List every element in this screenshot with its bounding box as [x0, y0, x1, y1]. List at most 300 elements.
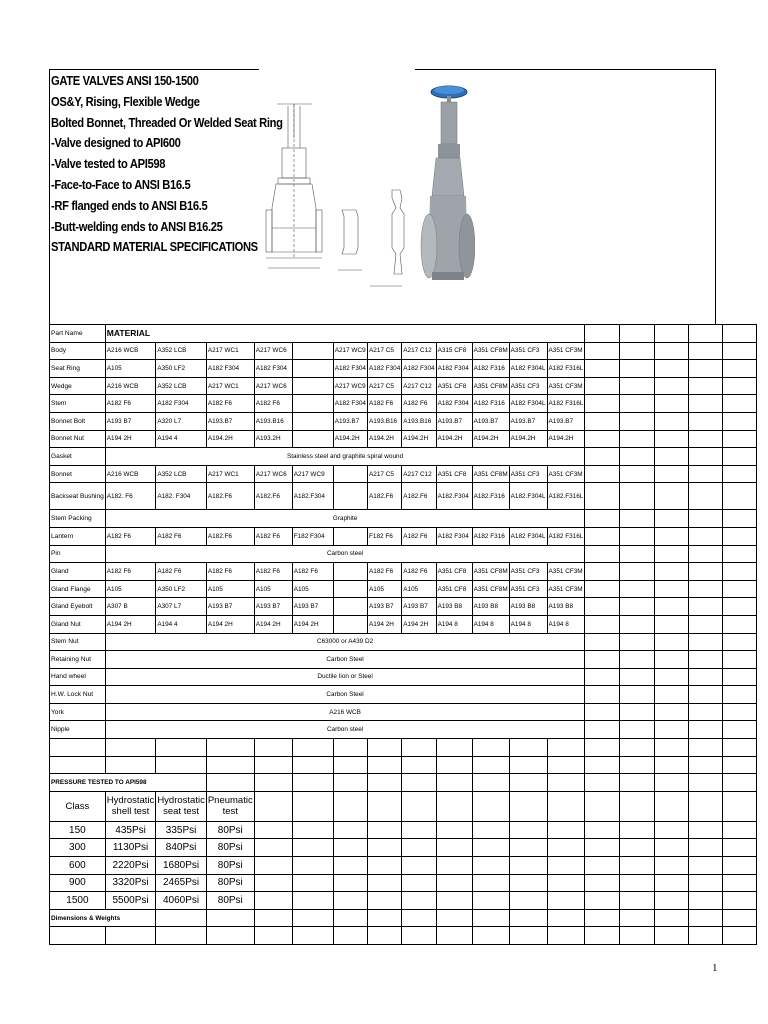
material-cell: A193.B7 [436, 412, 472, 430]
material-cell: A193.B16 [254, 412, 292, 430]
empty-cell [547, 892, 585, 910]
empty-cell [689, 927, 723, 945]
pressure-value-cell: 150 [50, 821, 106, 839]
empty-cell [509, 791, 547, 821]
material-cell: A193.B7 [547, 412, 585, 430]
material-cell: A182 F304 [333, 395, 367, 413]
title-block [51, 71, 281, 258]
empty-cell [206, 739, 254, 757]
pressure-value-cell: 1680Psi [156, 857, 207, 875]
empty-cell [689, 563, 723, 581]
empty-cell [655, 360, 689, 378]
empty-cell [254, 839, 292, 857]
title-line: -Butt-welding ends to ANSI B16.25 [51, 218, 223, 234]
title-line: Bolted Bonnet, Threaded Or Welded Seat Ring [51, 114, 283, 130]
material-cell: A194 8 [547, 615, 585, 633]
material-cell: A193 B7 [105, 412, 156, 430]
pressure-value-cell: 80Psi [206, 839, 254, 857]
material-cell: A182 F316 [472, 360, 509, 378]
material-cell: A182 F304 [436, 360, 472, 378]
table-row [50, 668, 757, 686]
material-cell: A105 [368, 580, 402, 598]
material-cell: A194.2H [547, 430, 585, 448]
material-cell: A217 WC6 [254, 465, 292, 483]
empty-cell [689, 892, 723, 910]
empty-cell [472, 791, 509, 821]
title-line: -Face-to-Face to ANSI B16.5 [51, 176, 191, 192]
empty-cell [585, 892, 620, 910]
table-row [50, 430, 757, 448]
pressure-header-cell: Class [50, 791, 106, 821]
empty-cell [585, 927, 620, 945]
empty-cell [436, 774, 472, 792]
empty-cell [655, 686, 689, 704]
empty-cell [723, 580, 757, 598]
material-cell: A182 F316L [547, 360, 585, 378]
empty-cell [723, 721, 757, 739]
part-name-cell: Backseat Bushing [50, 483, 106, 510]
empty-cell [333, 756, 367, 774]
empty-cell [585, 839, 620, 857]
empty-cell [472, 892, 509, 910]
empty-cell [655, 448, 689, 466]
empty-cell [620, 510, 655, 528]
material-cell: A182 F304L [509, 395, 547, 413]
material-cell: A351 CF8M [472, 377, 509, 395]
material-cell: A194.2H [509, 430, 547, 448]
empty-cell [472, 821, 509, 839]
empty-cell [402, 791, 436, 821]
empty-cell [254, 821, 292, 839]
material-cell: A193 B7 [402, 598, 436, 616]
empty-cell [585, 791, 620, 821]
empty-cell [723, 465, 757, 483]
material-cell: A193 B8 [547, 598, 585, 616]
empty-cell [689, 721, 723, 739]
material-cell: A182 F6 [156, 527, 207, 545]
empty-cell [333, 909, 367, 927]
empty-cell [620, 580, 655, 598]
empty-cell [585, 430, 620, 448]
empty-cell [620, 839, 655, 857]
empty-cell [436, 791, 472, 821]
empty-cell [368, 774, 402, 792]
empty-cell [585, 874, 620, 892]
part-name-cell: Bonnet [50, 465, 106, 483]
empty-cell [723, 874, 757, 892]
material-cell: A194.2H [333, 430, 367, 448]
empty-cell [620, 377, 655, 395]
empty-cell [156, 927, 207, 945]
empty-cell [402, 756, 436, 774]
material-cell: A194.2H [368, 430, 402, 448]
empty-cell [292, 839, 333, 857]
title-line: -Valve designed to API600 [51, 135, 181, 151]
empty-cell [472, 927, 509, 945]
material-cell: A105 [402, 580, 436, 598]
part-name-cell: Wedge [50, 377, 106, 395]
empty-cell [620, 721, 655, 739]
material-cell: A193.B16 [402, 412, 436, 430]
material-cell: A351 CF8 [436, 465, 472, 483]
table-row [50, 598, 757, 616]
part-name-cell: Gland Eyebolt [50, 598, 106, 616]
material-cell: F182 F6 [368, 527, 402, 545]
pressure-table-title: PRESSURE TESTED TO API598 [50, 774, 207, 792]
material-specification-table [49, 324, 757, 945]
dimensions-weights-label: Dimensions & Weights [50, 909, 156, 927]
gate-valve-photo [420, 76, 475, 306]
material-cell: A352 LCB [156, 465, 207, 483]
material-cell: A182.F6 [402, 483, 436, 510]
empty-cell [723, 563, 757, 581]
empty-cell [655, 791, 689, 821]
empty-cell [655, 668, 689, 686]
part-name-cell: Gland [50, 563, 106, 581]
empty-cell [655, 580, 689, 598]
empty-cell [655, 839, 689, 857]
material-cell: A105 [292, 580, 333, 598]
empty-cell [368, 821, 402, 839]
empty-cell [292, 857, 333, 875]
empty-cell [723, 739, 757, 757]
blank-row [50, 756, 757, 774]
empty-cell [689, 483, 723, 510]
empty-cell [292, 821, 333, 839]
empty-cell [333, 927, 367, 945]
empty-cell [333, 598, 367, 616]
empty-cell [689, 598, 723, 616]
pressure-value-cell: 80Psi [206, 821, 254, 839]
empty-cell [547, 857, 585, 875]
material-cell: A182 F304 [156, 395, 207, 413]
empty-cell [689, 857, 723, 875]
empty-cell [402, 839, 436, 857]
empty-cell [585, 598, 620, 616]
empty-cell [723, 686, 757, 704]
material-cell: A217 C5 [368, 377, 402, 395]
empty-cell [368, 909, 402, 927]
material-cell: A193 B8 [509, 598, 547, 616]
empty-cell [436, 874, 472, 892]
empty-cell [50, 739, 106, 757]
empty-cell [547, 739, 585, 757]
empty-cell [655, 739, 689, 757]
empty-cell [368, 874, 402, 892]
empty-cell [620, 483, 655, 510]
material-cell: A194.2H [206, 430, 254, 448]
material-cell: A182 F6 [206, 563, 254, 581]
empty-cell [655, 342, 689, 360]
empty-cell [206, 909, 254, 927]
material-cell: A182 F304 [436, 395, 472, 413]
empty-cell [402, 874, 436, 892]
material-cell: A351 CF3 [509, 377, 547, 395]
material-cell: A217 WC6 [254, 377, 292, 395]
empty-cell [723, 377, 757, 395]
empty-cell [689, 527, 723, 545]
empty-cell [509, 774, 547, 792]
material-cell: A193 B7 [254, 598, 292, 616]
pressure-value-cell: 2465Psi [156, 874, 207, 892]
empty-cell [620, 325, 655, 343]
material-cell: A217 C5 [368, 465, 402, 483]
empty-cell [547, 839, 585, 857]
empty-cell [254, 874, 292, 892]
empty-cell [689, 377, 723, 395]
table-row [50, 651, 757, 669]
material-cell: A351 CF8 [436, 563, 472, 581]
empty-cell [547, 756, 585, 774]
table-row [50, 580, 757, 598]
empty-cell [723, 892, 757, 910]
table-row [50, 360, 757, 378]
empty-cell [585, 527, 620, 545]
empty-cell [585, 721, 620, 739]
empty-cell [509, 821, 547, 839]
empty-cell [436, 857, 472, 875]
empty-cell [585, 615, 620, 633]
empty-cell [620, 598, 655, 616]
empty-cell [723, 668, 757, 686]
pressure-row [50, 874, 757, 892]
material-cell: A182 F6 [105, 527, 156, 545]
empty-cell [472, 874, 509, 892]
empty-cell [292, 395, 333, 413]
empty-cell [156, 756, 207, 774]
material-cell: A350 LF2 [156, 360, 207, 378]
material-cell: A194 2H [254, 615, 292, 633]
material-cell: A351 CF3M [547, 342, 585, 360]
empty-cell [585, 651, 620, 669]
material-cell: A194.2H [472, 430, 509, 448]
empty-cell [547, 791, 585, 821]
empty-cell [723, 527, 757, 545]
empty-cell [655, 377, 689, 395]
material-cell: A351 CF3 [509, 563, 547, 581]
material-cell: A193.B7 [333, 412, 367, 430]
empty-cell [620, 465, 655, 483]
material-cell: A351 CF3 [509, 465, 547, 483]
empty-cell [689, 668, 723, 686]
empty-cell [655, 545, 689, 563]
empty-cell [402, 927, 436, 945]
empty-cell [472, 774, 509, 792]
empty-cell [655, 857, 689, 875]
empty-cell [368, 839, 402, 857]
material-cell: A182 F6 [105, 395, 156, 413]
table-row [50, 377, 757, 395]
material-cell: A217 C12 [402, 465, 436, 483]
empty-cell [689, 465, 723, 483]
material-cell: A351 CF8M [472, 342, 509, 360]
table-row [50, 342, 757, 360]
pressure-row [50, 839, 757, 857]
empty-cell [689, 651, 723, 669]
empty-cell [472, 739, 509, 757]
material-cell: A182.F6 [368, 483, 402, 510]
table-row [50, 510, 757, 528]
material-cell: A194 8 [436, 615, 472, 633]
empty-cell [689, 580, 723, 598]
material-cell: A351 CF3M [547, 563, 585, 581]
title-line: -RF flanged ends to ANSI B16.5 [51, 197, 208, 213]
empty-cell [585, 909, 620, 927]
empty-cell [292, 874, 333, 892]
material-cell: A194 2H [105, 615, 156, 633]
empty-cell [333, 774, 367, 792]
empty-cell [620, 633, 655, 651]
empty-cell [292, 892, 333, 910]
part-name-cell: Seat Ring [50, 360, 106, 378]
empty-cell [620, 563, 655, 581]
empty-cell [723, 598, 757, 616]
material-cell: A182. F6 [105, 483, 156, 510]
pressure-value-cell: 80Psi [206, 857, 254, 875]
empty-cell [689, 686, 723, 704]
material-cell: A217 WC9 [292, 465, 333, 483]
empty-cell [723, 545, 757, 563]
material-cell: A217 C12 [402, 342, 436, 360]
empty-cell [585, 448, 620, 466]
empty-cell [50, 756, 106, 774]
empty-cell [723, 909, 757, 927]
empty-cell [156, 739, 207, 757]
material-cell: A351 CF8M [472, 563, 509, 581]
empty-cell [292, 342, 333, 360]
material-cell: A182 F304L [509, 527, 547, 545]
empty-cell [547, 874, 585, 892]
empty-cell [655, 721, 689, 739]
empty-cell [472, 909, 509, 927]
material-span-cell: Carbon steel [105, 545, 585, 563]
material-cell: A307 B [105, 598, 156, 616]
table-row [50, 483, 757, 510]
material-cell: A217 C5 [368, 342, 402, 360]
empty-cell [689, 756, 723, 774]
table-row [50, 448, 757, 466]
empty-cell [402, 774, 436, 792]
material-cell: A315 CF8 [436, 342, 472, 360]
empty-cell [585, 395, 620, 413]
empty-cell [292, 774, 333, 792]
empty-cell [436, 821, 472, 839]
empty-cell [254, 739, 292, 757]
empty-cell [689, 342, 723, 360]
material-cell: A194.2H [436, 430, 472, 448]
empty-cell [368, 756, 402, 774]
empty-cell [723, 821, 757, 839]
empty-cell [292, 909, 333, 927]
empty-cell [585, 360, 620, 378]
empty-cell [402, 821, 436, 839]
part-name-cell: Gasket [50, 448, 106, 466]
table-row [50, 563, 757, 581]
empty-cell [436, 909, 472, 927]
empty-cell [620, 892, 655, 910]
material-cell: A182 F304 [368, 360, 402, 378]
empty-cell [105, 739, 156, 757]
table-row [50, 395, 757, 413]
empty-cell [436, 892, 472, 910]
empty-cell [655, 703, 689, 721]
empty-cell [723, 412, 757, 430]
title-line: -Valve tested to API598 [51, 156, 166, 172]
material-cell: A182 F316L [547, 395, 585, 413]
dimensions-row [50, 909, 757, 927]
empty-cell [655, 651, 689, 669]
empty-cell [620, 756, 655, 774]
material-cell: A182 F6 [156, 563, 207, 581]
empty-cell [333, 465, 367, 483]
empty-cell [547, 909, 585, 927]
material-cell: A194 2H [292, 615, 333, 633]
table-row [50, 527, 757, 545]
empty-cell [655, 909, 689, 927]
part-name-cell: Gland Nut [50, 615, 106, 633]
material-cell: A182 F304 [402, 360, 436, 378]
material-cell: A193.B7 [509, 412, 547, 430]
empty-cell [723, 857, 757, 875]
pressure-value-cell: 80Psi [206, 892, 254, 910]
empty-cell [689, 774, 723, 792]
material-cell: A105 [254, 580, 292, 598]
empty-cell [585, 821, 620, 839]
empty-cell [585, 686, 620, 704]
material-cell: A351 CF8 [436, 377, 472, 395]
empty-cell [585, 412, 620, 430]
blank-row [50, 927, 757, 945]
part-name-cell: Stem [50, 395, 106, 413]
pressure-value-cell: 300 [50, 839, 106, 857]
empty-cell [723, 703, 757, 721]
material-cell: A182 F6 [254, 395, 292, 413]
empty-cell [509, 927, 547, 945]
empty-cell [620, 615, 655, 633]
empty-cell [689, 448, 723, 466]
table-row [50, 633, 757, 651]
empty-cell [689, 739, 723, 757]
empty-cell [585, 739, 620, 757]
empty-cell [585, 774, 620, 792]
empty-cell [547, 821, 585, 839]
empty-cell [254, 909, 292, 927]
empty-cell [509, 857, 547, 875]
table-row [50, 686, 757, 704]
empty-cell [292, 927, 333, 945]
empty-cell [689, 325, 723, 343]
material-cell: A194.2H [402, 430, 436, 448]
empty-cell [655, 395, 689, 413]
empty-cell [206, 774, 254, 792]
material-cell: A194 4 [156, 615, 207, 633]
material-span-cell: Ductile Iion or Steel [105, 668, 585, 686]
empty-cell [620, 342, 655, 360]
empty-cell [723, 510, 757, 528]
valve-technical-drawing [262, 98, 412, 294]
table-row [50, 412, 757, 430]
empty-cell [333, 839, 367, 857]
part-name-cell: Nipple [50, 721, 106, 739]
empty-cell [206, 927, 254, 945]
empty-cell [368, 739, 402, 757]
material-cell: A182 F316 [472, 395, 509, 413]
empty-cell [689, 510, 723, 528]
empty-cell [655, 430, 689, 448]
pressure-title-row [50, 774, 757, 792]
material-span-cell: Stainless steel and graphite spiral wound [105, 448, 585, 466]
material-cell: A217 WC1 [206, 465, 254, 483]
